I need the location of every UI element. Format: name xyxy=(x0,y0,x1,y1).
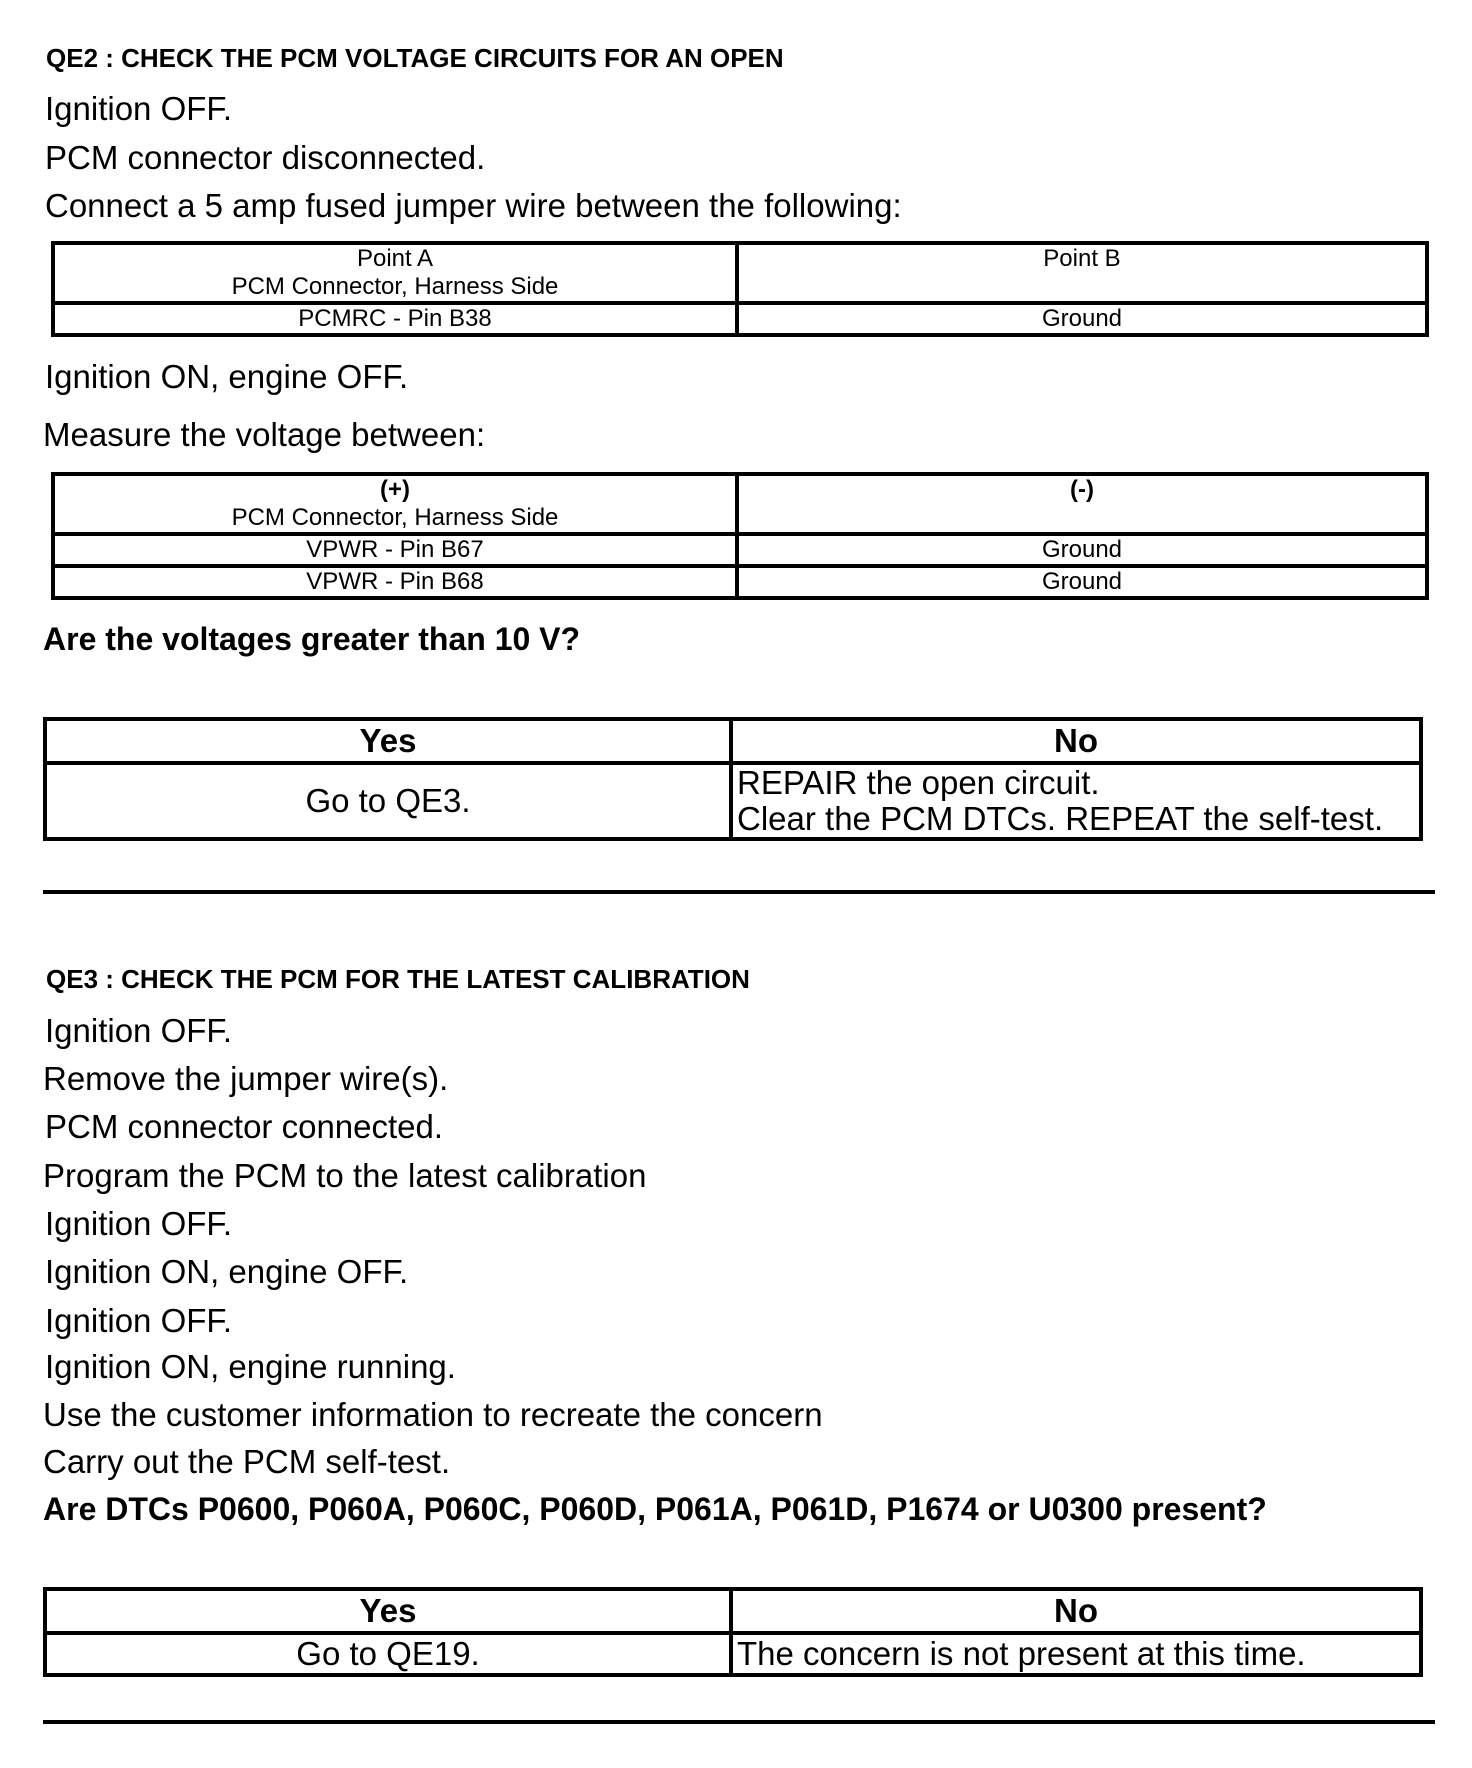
qe2-result-no-line-2: Clear the PCM DTCs. REPEAT the self-test. xyxy=(737,800,1384,837)
qe2-heading: QE2 : CHECK THE PCM VOLTAGE CIRCUITS FOR AN OPEN xyxy=(46,43,784,73)
qe2-question: Are the voltages greater than 10 V? xyxy=(43,621,581,657)
voltage-header-positive-title: (+) xyxy=(380,476,410,503)
qe2-result-yes-action: Go to QE3. xyxy=(45,763,731,839)
qe2-step-ignition-on: Ignition ON, engine OFF. xyxy=(45,358,409,395)
voltage-row-positive: VPWR - Pin B67 xyxy=(53,534,737,566)
jumper-header-point-a-title: Point A xyxy=(356,245,434,272)
voltage-row-negative: Ground xyxy=(737,534,1427,566)
voltage-row-negative: Ground xyxy=(737,566,1427,598)
voltage-table xyxy=(51,472,1429,600)
qe3-step: Ignition OFF. xyxy=(45,1205,233,1242)
qe2-result-no-action xyxy=(731,763,1421,839)
qe2-result-no-line-1: REPAIR the open circuit. xyxy=(737,764,1100,801)
qe2-result-no-header: No xyxy=(731,719,1421,763)
qe3-result-yes-header: Yes xyxy=(45,1589,731,1633)
qe3-step: PCM connector connected. xyxy=(45,1108,444,1145)
table-row xyxy=(45,1633,1421,1675)
qe3-step: Use the customer information to recreate the concern xyxy=(43,1396,823,1433)
qe3-step: Remove the jumper wire(s). xyxy=(43,1060,449,1097)
qe2-result-yes-header: Yes xyxy=(45,719,731,763)
jumper-header-point-a-subtitle: PCM Connector, Harness Side xyxy=(231,273,559,300)
jumper-table-header xyxy=(53,243,1427,303)
qe2-step-connector-disconnected: PCM connector disconnected. xyxy=(45,139,486,176)
qe3-step: Ignition ON, engine running. xyxy=(45,1348,456,1385)
qe3-step: Ignition OFF. xyxy=(45,1302,233,1339)
jumper-header-point-b: Point B xyxy=(737,243,1427,303)
qe3-heading: QE3 : CHECK THE PCM FOR THE LATEST CALIBRATION xyxy=(46,964,750,994)
jumper-row-point-b: Ground xyxy=(737,303,1427,335)
section-divider xyxy=(43,1720,1435,1724)
qe3-step: Carry out the PCM self-test. xyxy=(43,1443,451,1480)
qe2-step-ignition-off: Ignition OFF. xyxy=(45,90,233,127)
voltage-table-header xyxy=(53,474,1427,534)
table-row xyxy=(53,534,1427,566)
table-row xyxy=(53,303,1427,335)
qe3-step: Ignition OFF. xyxy=(45,1012,233,1049)
qe3-result-no-action: The concern is not present at this time. xyxy=(731,1633,1421,1675)
table-row xyxy=(53,566,1427,598)
qe2-result-header xyxy=(45,719,1421,763)
qe2-step-connect-jumper: Connect a 5 amp fused jumper wire between the following: xyxy=(45,187,902,224)
qe3-result-yes-action: Go to QE19. xyxy=(45,1633,731,1675)
jumper-table xyxy=(51,241,1429,337)
qe3-step: Ignition ON, engine OFF. xyxy=(45,1253,409,1290)
voltage-row-positive: VPWR - Pin B68 xyxy=(53,566,737,598)
qe3-result-no-header: No xyxy=(731,1589,1421,1633)
qe3-result-table xyxy=(43,1587,1423,1677)
qe3-question: Are DTCs P0600, P060A, P060C, P060D, P061A, P061D, P1674 or U0300 present? xyxy=(43,1491,1267,1527)
jumper-header-point-a xyxy=(53,243,737,303)
jumper-row-point-a: PCMRC - Pin B38 xyxy=(53,303,737,335)
qe3-result-header xyxy=(45,1589,1421,1633)
qe3-step: Program the PCM to the latest calibration xyxy=(43,1157,647,1194)
voltage-header-negative: (-) xyxy=(737,474,1427,534)
section-divider xyxy=(43,890,1435,894)
voltage-header-positive-subtitle: PCM Connector, Harness Side xyxy=(231,504,559,531)
voltage-header-positive xyxy=(53,474,737,534)
qe2-result-table xyxy=(43,717,1423,841)
table-row xyxy=(45,763,1421,839)
qe2-step-measure-voltage: Measure the voltage between: xyxy=(43,416,486,453)
